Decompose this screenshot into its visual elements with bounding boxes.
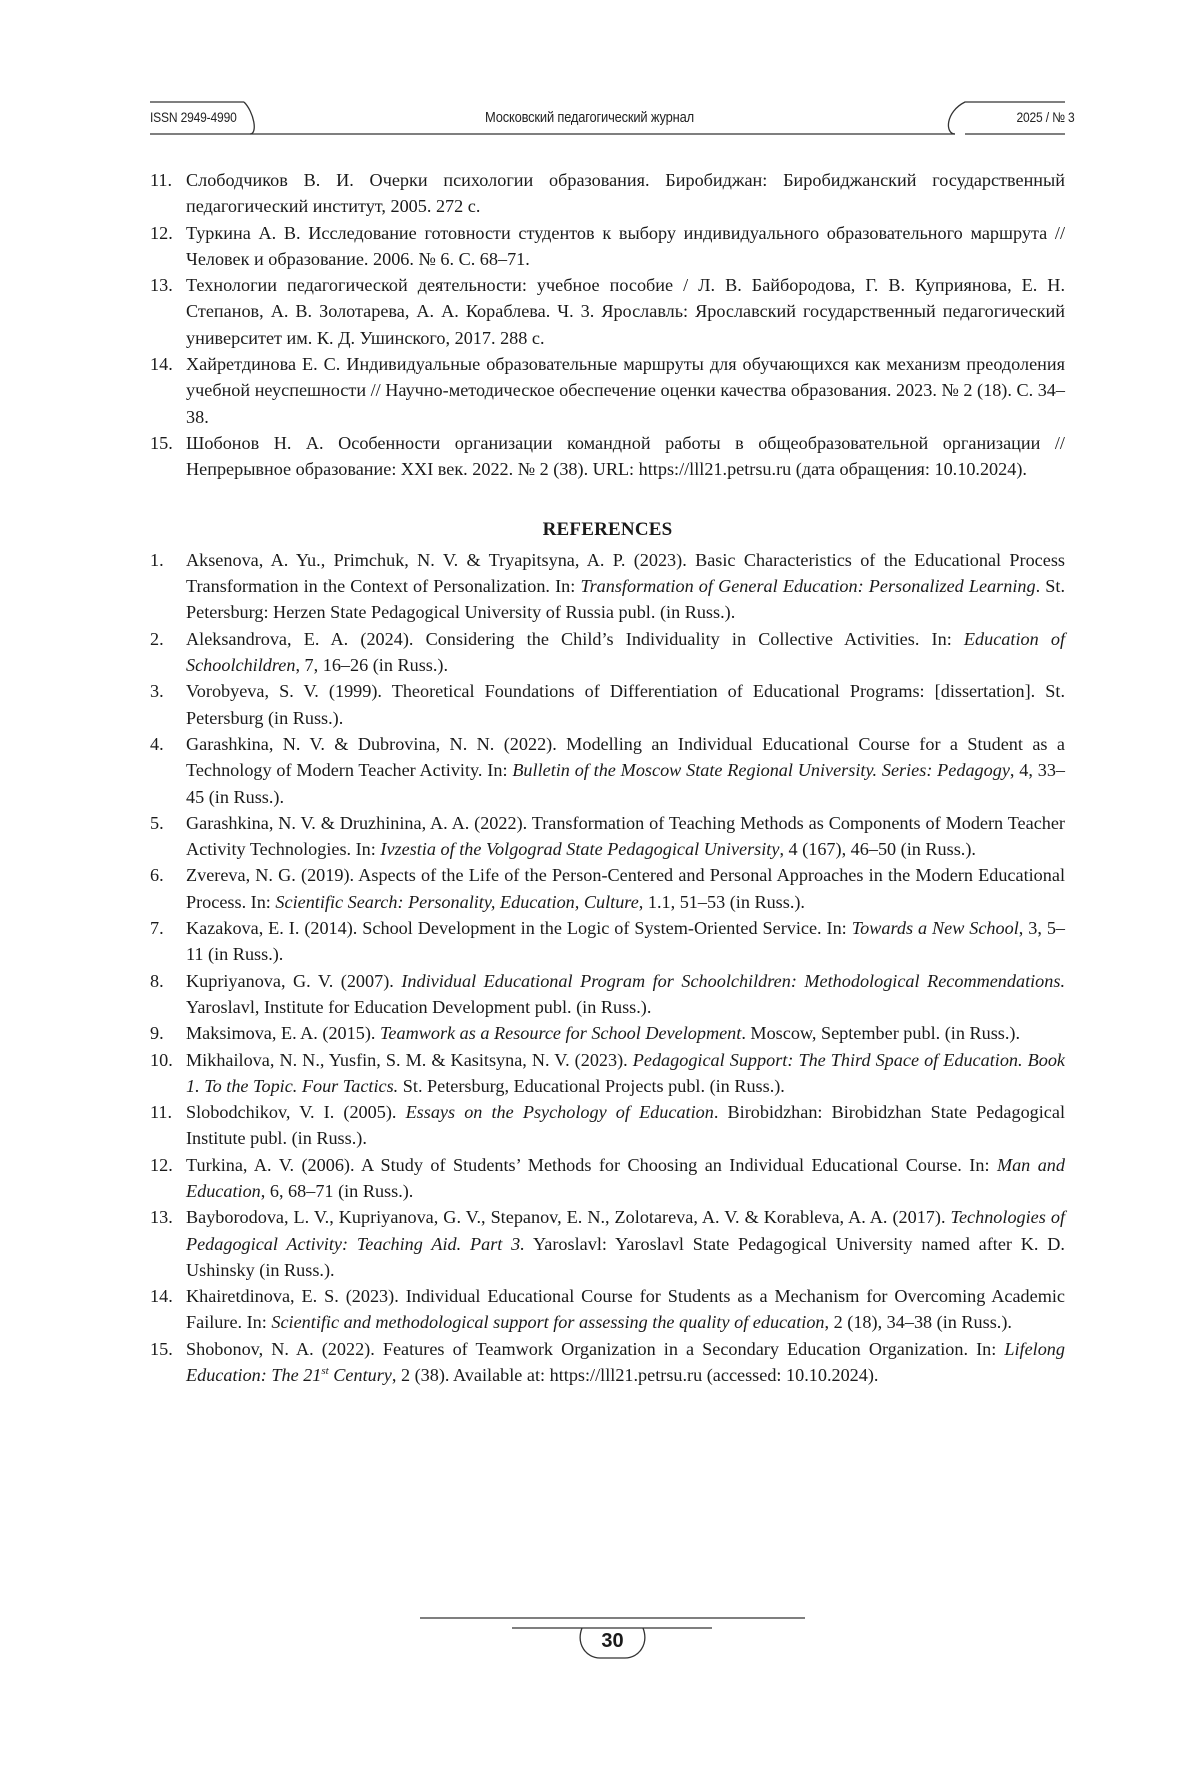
issn: ISSN 2949-4990 <box>150 109 237 125</box>
list-item: 12. Туркина А. В. Исследование готовности студентов к выбору индивидуального образовательного маршрута // Человек и образование. 2006. № 6. С. 68–71. <box>150 220 1065 273</box>
page-footer <box>420 1614 805 1664</box>
list-item: 11. Slobodchikov, V. I. (2005). Essays on the Psychology of Education. Birobidzhan: Birobidzhan State Pedagogical Institute publ. (in Russ.). <box>150 1099 1065 1152</box>
list-item: 14. Хайретдинова Е. С. Индивидуальные образовательные маршруты для обучающихся как механизм преодоления учебной неуспешности // Научно-методическое обеспечение оценки качества образования. 2023. № 2 (18). С. 34–38. <box>150 351 1065 430</box>
list-item: 3. Vorobyeva, S. V. (1999). Theoretical Foundations of Differentiation of Educational Programs: [dissertation]. St. Petersburg (in Russ.). <box>150 678 1065 731</box>
list-item: 8. Kupriyanova, G. V. (2007). Individual Educational Program for Schoolchildren: Methodological Recommendations. Yaroslavl, Institute for Education Development publ. (in Russ.). <box>150 968 1065 1021</box>
list-item: 2. Aleksandrova, E. A. (2024). Considering the Child’s Individuality in Collective Activities. In: Education of Schoolchildren, 7, 16–26 (in Russ.). <box>150 626 1065 679</box>
list-item: 13. Технологии педагогической деятельности: учебное пособие / Л. В. Байбородова, Г. В. Куприянова, Е. Н. Степанов, А. В. Золотарева, А. А. Кораблева. Ч. 3. Ярославль: Ярославский государственный педагогический университет им. К. Д. Ушинского, 2017. 288 с. <box>150 272 1065 351</box>
list-item: 12. Turkina, A. V. (2006). A Study of Students’ Methods for Choosing an Individual Educational Course. In: Man and Education, 6, 68–71 (in Russ.). <box>150 1152 1065 1205</box>
list-item: 5. Garashkina, N. V. & Druzhinina, A. A. (2022). Transformation of Teaching Methods as Components of Modern Teacher Activity Technologies. In: Ivzestia of the Volgograd State Pedagogical University, 4 (167), 46–50 (in Russ.). <box>150 810 1065 863</box>
issue-number: 2025 / № 3 <box>1017 109 1075 125</box>
list-item: 9. Maksimova, E. A. (2015). Teamwork as a Resource for School Development. Moscow, September publ. (in Russ.). <box>150 1020 1065 1046</box>
page-header <box>150 92 1065 138</box>
list-item: 6. Zvereva, N. G. (2019). Aspects of the Life of the Person-Centered and Personal Approaches in the Modern Educational Process. In: Scientific Search: Personality, Education, Culture, 1.1, 51–53 (in Russ.). <box>150 862 1065 915</box>
references-heading: REFERENCES <box>150 517 1065 543</box>
journal-title: Московский педагогический журнал <box>485 109 694 126</box>
page-number: 30 <box>420 1630 805 1653</box>
list-item: 11. Слободчиков В. И. Очерки психологии образования. Биробиджан: Биробиджанский государственный педагогический институт, 2005. 272 с. <box>150 167 1065 220</box>
list-item: 1. Aksenova, A. Yu., Primchuk, N. V. & Tryapitsyna, A. P. (2023). Basic Characteristics of the Educational Process Transformation in the Context of Personalization. In: Transformation of General Education: Personalized Learning. St. Petersburg: Herzen State Pedagogical University of Russia publ. (in Russ.). <box>150 547 1065 626</box>
list-item: 7. Kazakova, E. I. (2014). School Development in the Logic of System-Oriented Service. In: Towards a New School, 3, 5–11 (in Russ.). <box>150 915 1065 968</box>
list-item: 10. Mikhailova, N. N., Yusfin, S. M. & Kasitsyna, N. V. (2023). Pedagogical Support: The Third Space of Education. Book 1. To the Topic. Four Tactics. St. Petersburg, Educational Projects publ. (in Russ.). <box>150 1047 1065 1100</box>
page-content <box>150 167 1065 1388</box>
list-item: 14. Khairetdinova, E. S. (2023). Individual Educational Course for Students as a Mechanism for Overcoming Academic Failure. In: Scientific and methodological support for assessing the quality of education, 2 (18), 34–38 (in Russ.). <box>150 1283 1065 1336</box>
russian-reference-list <box>150 167 1065 483</box>
list-item: 4. Garashkina, N. V. & Dubrovina, N. N. (2022). Modelling an Individual Educational Course for a Student as a Technology of Modern Teacher Activity. In: Bulletin of the Moscow State Regional University. Series: Pedagogy, 4, 33–45 (in Russ.). <box>150 731 1065 810</box>
list-item: 15. Shobonov, N. A. (2022). Features of Teamwork Organization in a Secondary Education Organization. In: Lifelong Education: The 21st Century, 2 (38). Available at: https://lll21.petrsu.ru (accessed: 10.10.2024). <box>150 1336 1065 1389</box>
english-reference-list <box>150 547 1065 1389</box>
list-item: 15. Шобонов Н. А. Особенности организации командной работы в общеобразовательной организации // Непрерывное образование: XXI век. 2022. № 2 (38). URL: https://lll21.petrsu.ru (дата обращения: 10.10.2024). <box>150 430 1065 483</box>
list-item: 13. Bayborodova, L. V., Kupriyanova, G. V., Stepanov, E. N., Zolotareva, A. V. & Korableva, A. A. (2017). Technologies of Pedagogical Activity: Teaching Aid. Part 3. Yaroslavl: Yaroslavl State Pedagogical University named after K. D. Ushinsky (in Russ.). <box>150 1204 1065 1283</box>
